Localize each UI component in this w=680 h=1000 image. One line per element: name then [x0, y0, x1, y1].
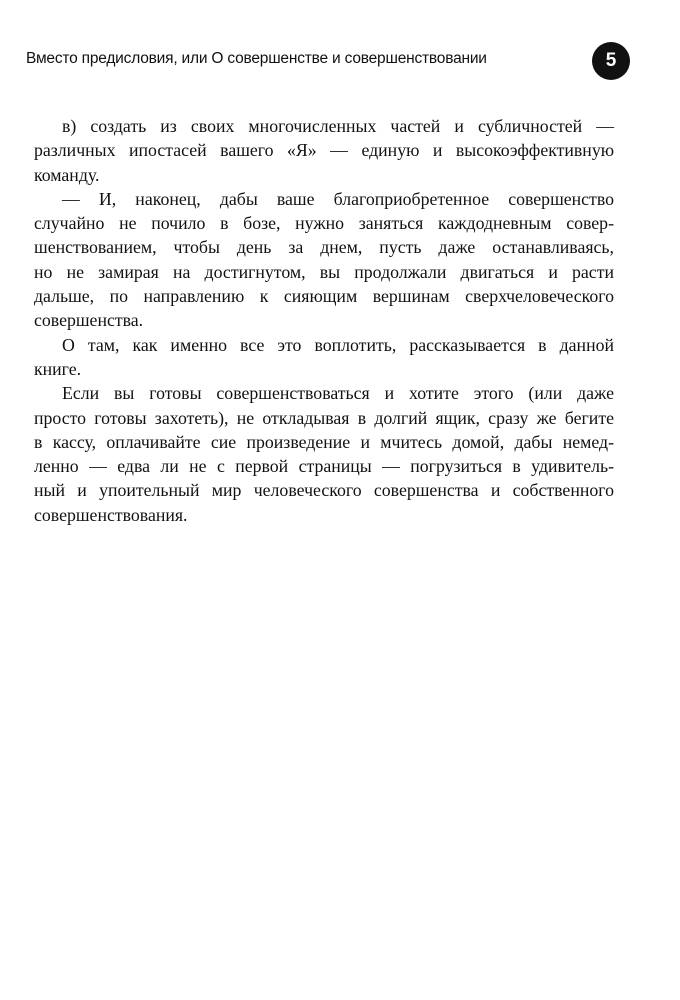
text-line: дальше, по направлению к сияющим вершинам сверхчеловеческого: [34, 286, 614, 307]
text-line: просто готовы захотеть), не откладывая в долгий ящик, сразу же бегите: [34, 407, 614, 428]
paragraph: [34, 187, 614, 333]
text-line: шенствованием, чтобы день за днем, пусть даже останавливаясь,: [34, 237, 614, 258]
text-line: различных ипостасей вашего «Я» — единую и высокоэффективную: [34, 140, 614, 161]
text-line: команду.: [34, 164, 100, 185]
text-line: в) создать из своих многочисленных частей и субличностей —: [62, 116, 614, 136]
text-line: но не замирая на достигнутом, вы продолжали двигаться и расти: [34, 261, 614, 282]
text-line: книге.: [34, 358, 82, 379]
page-number-badge: 5: [592, 42, 630, 80]
text-line: ный и упоительный мир человеческого совершенства и собственного: [34, 480, 614, 501]
text-line: в кассу, оплачивайте сие произведение и мчитесь домой, дабы немед-: [34, 431, 614, 452]
text-line: совершенства.: [34, 310, 144, 331]
paragraph: [34, 114, 614, 187]
paragraph: [34, 381, 614, 527]
text-line: Если вы готовы совершенствоваться и хотите этого (или даже: [62, 383, 614, 404]
body-text: [34, 114, 614, 527]
running-header-title: Вместо предисловия, или О совершенстве и совершенствовании: [26, 50, 487, 67]
text-line: совершенствования.: [34, 504, 188, 525]
text-line: — И, наконец, дабы ваше благоприобретенное совершенство: [62, 188, 614, 209]
text-line: случайно не почило в бозе, нужно заняться каждодневным совер-: [34, 213, 614, 234]
paragraph: [34, 333, 614, 382]
text-line: О там, как именно все это воплотить, рассказывается в данной: [62, 334, 614, 355]
text-line: ленно — едва ли не с первой страницы — погрузиться в удивитель-: [34, 456, 614, 477]
